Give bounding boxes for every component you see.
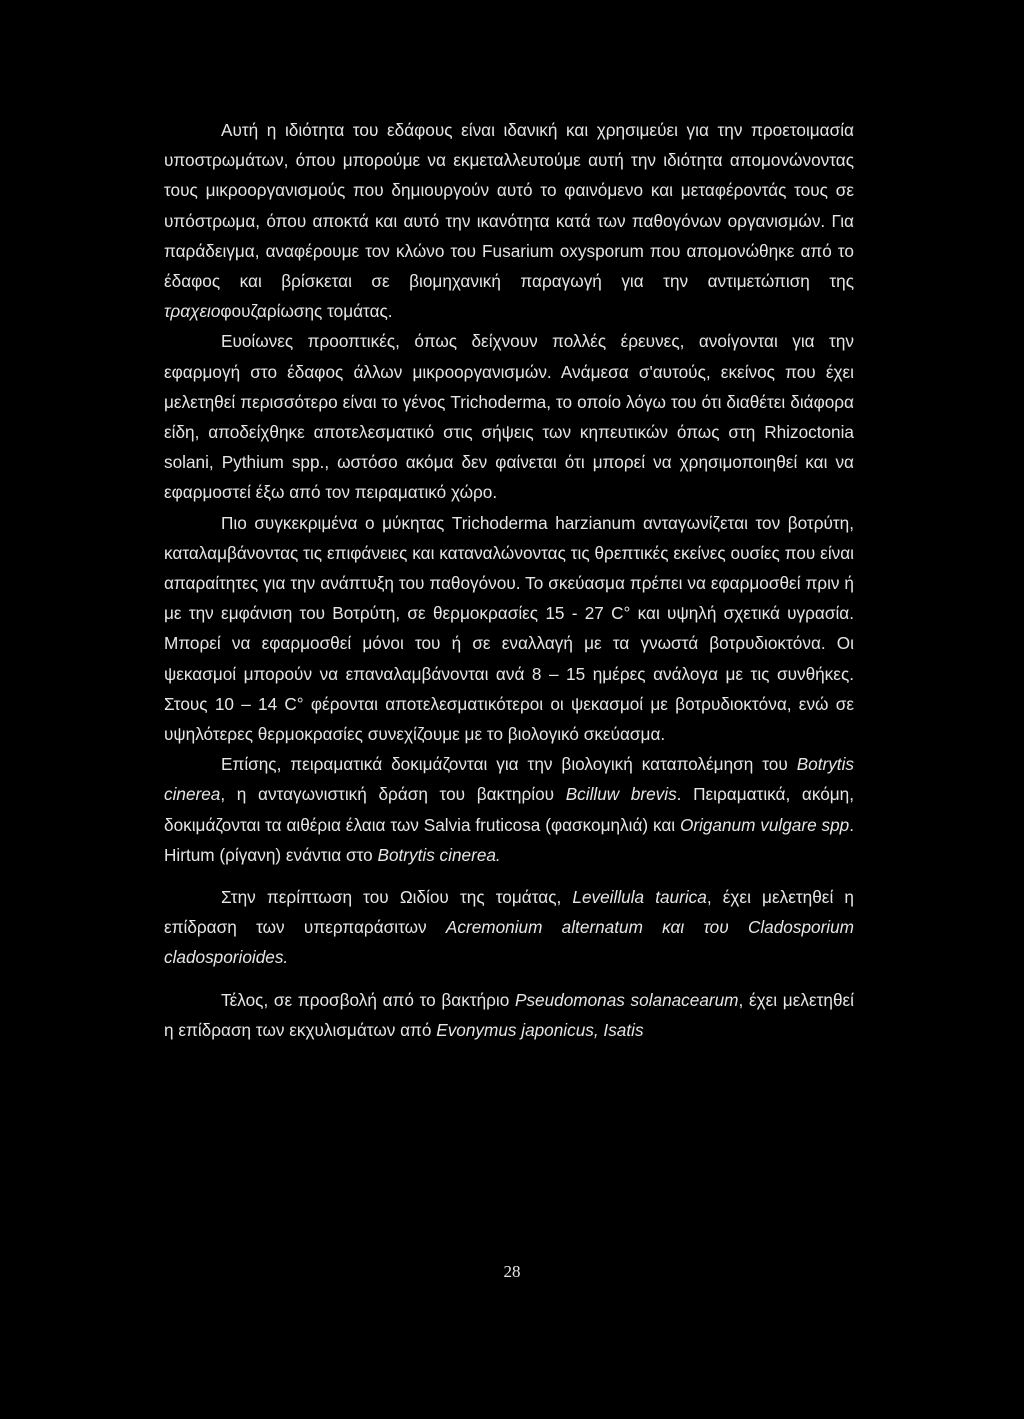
text-run: Στην περίπτωση του Ωιδίου της τομάτας, bbox=[221, 887, 573, 908]
text-run: Επίσης, πειραματικά δοκιμάζονται για την βιολογική καταπολέμηση του bbox=[221, 754, 797, 775]
text-run-italic: Leveillula taurica bbox=[572, 887, 707, 908]
text-run-italic: Origanum vulgare spp bbox=[679, 814, 850, 835]
text-run: , έχει μελετηθεί η επίδραση των υπερπαράσιτων bbox=[164, 887, 854, 938]
text-run-italic: τραχειο bbox=[164, 301, 221, 322]
text-run-italic: Bcilluw brevis bbox=[565, 784, 677, 805]
text-run-italic: Botrytis cinerea. bbox=[377, 844, 501, 865]
page-number: 28 bbox=[503, 1262, 521, 1281]
paragraph-4 bbox=[164, 749, 854, 870]
text-run: Τέλος, σε προσβολή από το βακτήριο bbox=[221, 989, 515, 1010]
text-run: Αυτή η ιδιότητα του εδάφους είναι ιδανική και χρησιμεύει για την προετοιμασία υποστρωμάτων, όπου μπορούμε να εκμεταλλευτούμε αυτή την ιδιότητα απομονώνοντας τους μικροοργανισμούς που δημιουργούν αυτό το φαινόμενο και μεταφέροντάς τους σε υπόστρωμα, όπου αποκτά και αυτό την ικανότητα κατά των παθογόνων οργανισμών. Για παράδειγμα, αναφέρουμε τον κλώνο του Fusarium oxysporum που απομονώθηκε από το έδαφος και βρίσκεται σε βιομηχανική παραγωγή για την αντιμετώπιση της bbox=[164, 120, 854, 292]
text-run: , η ανταγωνιστική δράση του βακτηρίου bbox=[220, 784, 566, 805]
paragraph-6 bbox=[164, 985, 854, 1045]
text-run-italic: Botrytis cinerea bbox=[164, 754, 854, 805]
text-run: φουζαρίωσης τομάτας. bbox=[220, 301, 393, 322]
text-run-italic: Acremonium alternatum και του Cladosporium cladosporioides. bbox=[164, 917, 854, 968]
document-body bbox=[164, 115, 854, 1045]
text-run-italic: Pseudomonas solanacearum bbox=[514, 989, 739, 1010]
text-run: Ευοίωνες προοπτικές, όπως δείχνουν πολλές έρευνες, ανοίγονται για την εφαρμογή στο έδαφος άλλων μικροοργανισμών. Ανάμεσα σ'αυτούς, εκείνος που έχει μελετηθεί περισσότερο είναι το γένος Trichoderma, το οποίο λόγω του ότι διαθέτει διάφορα είδη, αποδείχθηκε αποτελεσματικό στις σήψεις των κηπευτικών όπως στη Rhizoctonia solani, Pythium spp., ωστόσο ακόμα δεν φαίνεται ότι μπορεί να χρησιμοποιηθεί και να εφαρμοστεί έξω από τον πειραματικό χώρο. bbox=[164, 331, 854, 503]
paragraph-5 bbox=[164, 882, 854, 973]
text-run: . Hirtum (ρίγανη) ενάντια στο bbox=[164, 814, 854, 865]
paragraph-2 bbox=[164, 326, 854, 507]
paragraph-3 bbox=[164, 508, 854, 750]
text-run: . Πειραματικά, ακόμη, δοκιμάζονται τα αιθέρια έλαια των Salvia fruticosa (φασκομηλιά) και bbox=[164, 784, 855, 835]
text-run: , έχει μελετηθεί η επίδραση των εκχυλισμάτων από bbox=[164, 989, 854, 1040]
text-run: Πιο συγκεκριμένα ο μύκητας Trichoderma harzianum ανταγωνίζεται τον βοτρύτη, καταλαμβάνοντας τις επιφάνειες και καταναλώνοντας τις θρεπτικές εκείνες ουσίες που είναι απαραίτητες για την ανάπτυξη του παθογόνου. Το σκεύασμα πρέπει να εφαρμοσθεί πριν ή με την εμφάνιση του Βοτρύτη, σε θερμοκρασίες 15 - 27 C° και υψηλή σχετικά υγρασία. Μπορεί να εφαρμοσθεί μόνοι του ή σε εναλλαγή με τα γνωστά βοτρυδιοκτόνα. Οι ψεκασμοί μπορούν να επαναλαμβάνονται ανά 8 – 15 ημέρες ανάλογα με τις συνθήκες. Στους 10 – 14 C° φέρονται αποτελεσματικότεροι οι ψεκασμοί με βοτρυδιοκτόνα, ενώ σε υψηλότερες θερμοκρασίες συνεχίζουμε με το βιολογικό σκεύασμα. bbox=[164, 512, 854, 745]
text-run-italic: Evonymus japonicus, Isatis bbox=[436, 1019, 644, 1040]
paragraph-1 bbox=[164, 115, 854, 326]
